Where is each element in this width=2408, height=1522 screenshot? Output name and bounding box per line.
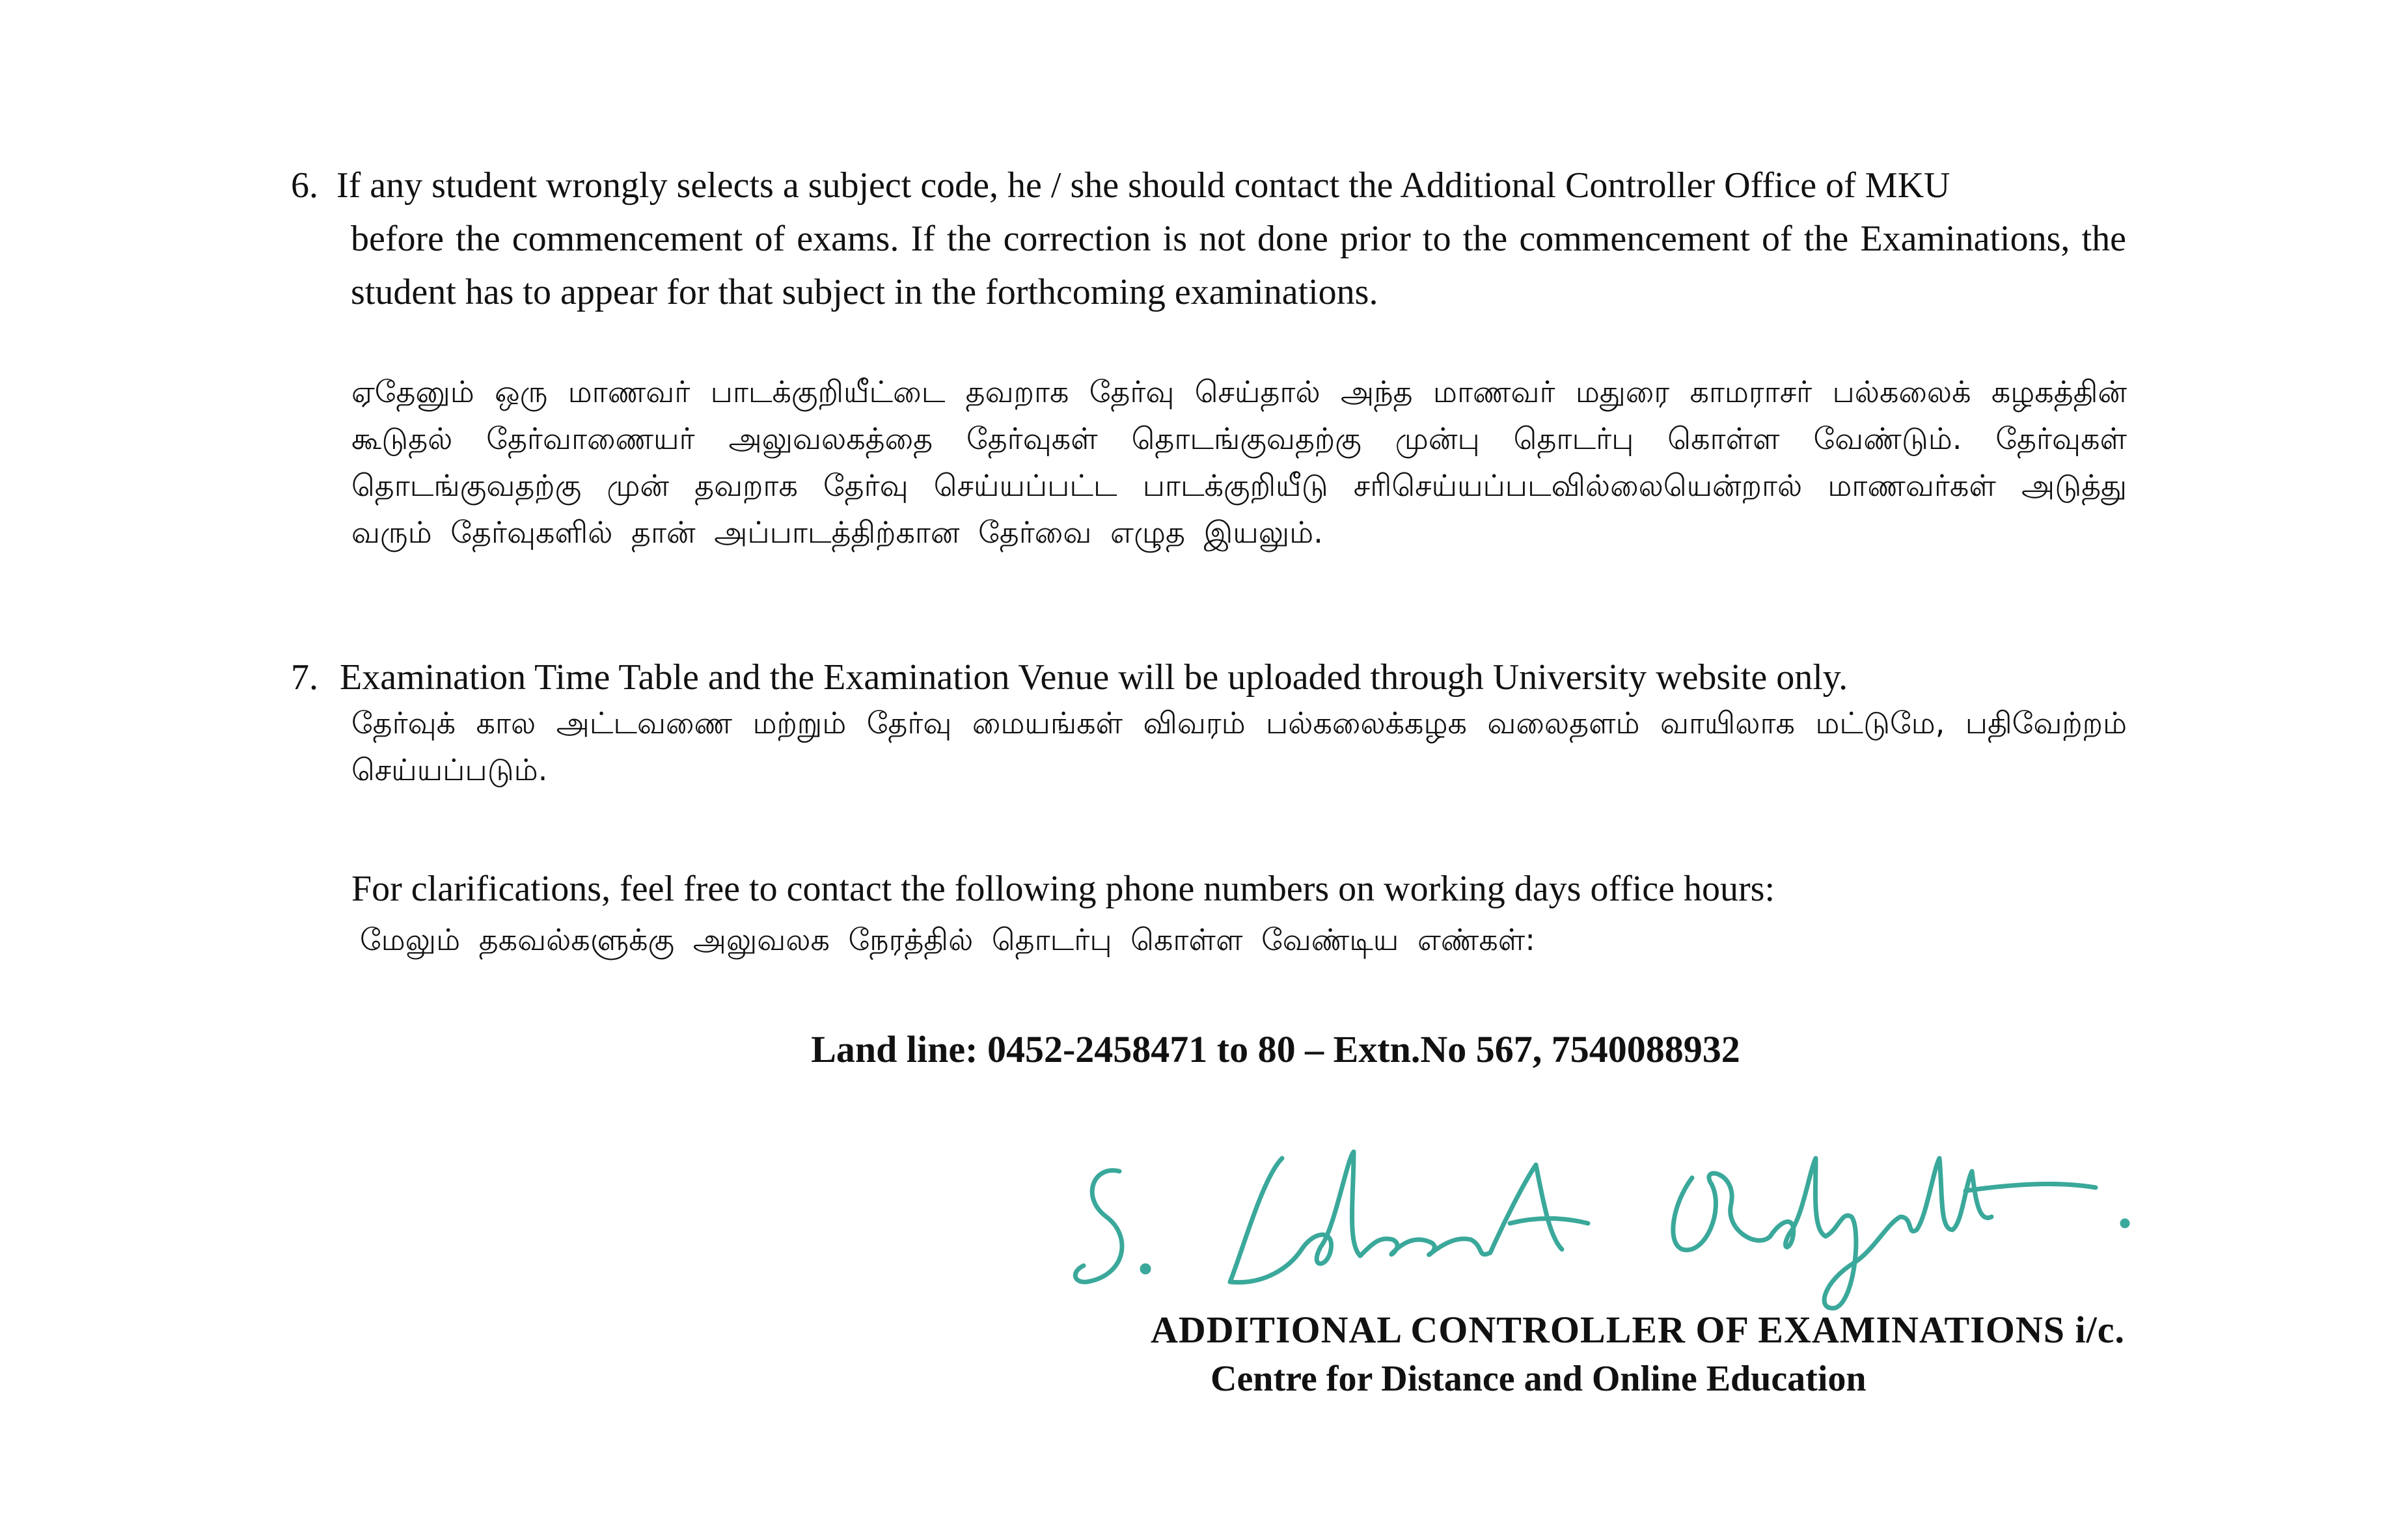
item-7-english-text: Examination Time Table and the Examination Venue will be uploaded through University website only. [340, 657, 1848, 698]
clarifications-english: For clarifications, feel free to contact the following phone numbers on working days office hours: [351, 869, 1775, 909]
item-number: 6. [291, 165, 318, 206]
item-6-english-first-line: If any student wrongly selects a subject code, he / she should contact the Additional Controller Office of MKU [336, 165, 1950, 206]
item-6-tamil-text: ஏதேனும் ஒரு மாணவர் பாடக்குறியீட்டை தவறாக தேர்வு செய்தால் அந்த மாணவர் மதுரை காமராசர் பல்கலைக் கழகத்தின் கூடுதல் தேர்வாணையர் அலுவலகத்தை தேர்வுகள் தொடங்குவதற்கு முன்பு தொடர்பு கொள்ள வேண்டும். தேர்வுகள் தொடங்குவதற்கு முன் தவறாக தேர்வு செய்யப்பட்ட பாடக்குறியீடு சரிசெய்யப்படவில்லையென்றால் மாணவர்கள் அடுத்து வரும் தேர்வுகளில் தான் அப்பாடத்திற்கான தேர்வை எழுத இயலும். [351, 374, 2127, 550]
item-number: 7. [291, 657, 318, 698]
landline-contact: Land line: 0452-2458471 to 80 – Extn.No 567, 7540088932 [811, 1028, 1740, 1070]
item-7-tamil-text: தேர்வுக் கால அட்டவணை மற்றும் தேர்வு மையங்கள் விவரம் பல்கலைக்கழக வலைதளம் வாயிலாக மட்டுமே, பதிவேற்றம் செய்யப்படும். [351, 705, 2127, 787]
clarifications-tamil: மேலும் தகவல்களுக்கு அலுவலக நேரத்தில் தொடர்பு கொள்ள வேண்டிய எண்கள்: [360, 922, 1535, 957]
signatory-title: ADDITIONAL CONTROLLER OF EXAMINATIONS i/c. [1151, 1309, 2125, 1351]
handwritten-signature [1067, 1119, 2141, 1314]
item-6-english-continuation: before the commencement of exams. If the correction is not done prior to the commencement of the Examinations, the student has to appear for that subject in the forthcoming examinations. [351, 219, 2126, 312]
signatory-department: Centre for Distance and Online Education [1211, 1359, 1867, 1399]
